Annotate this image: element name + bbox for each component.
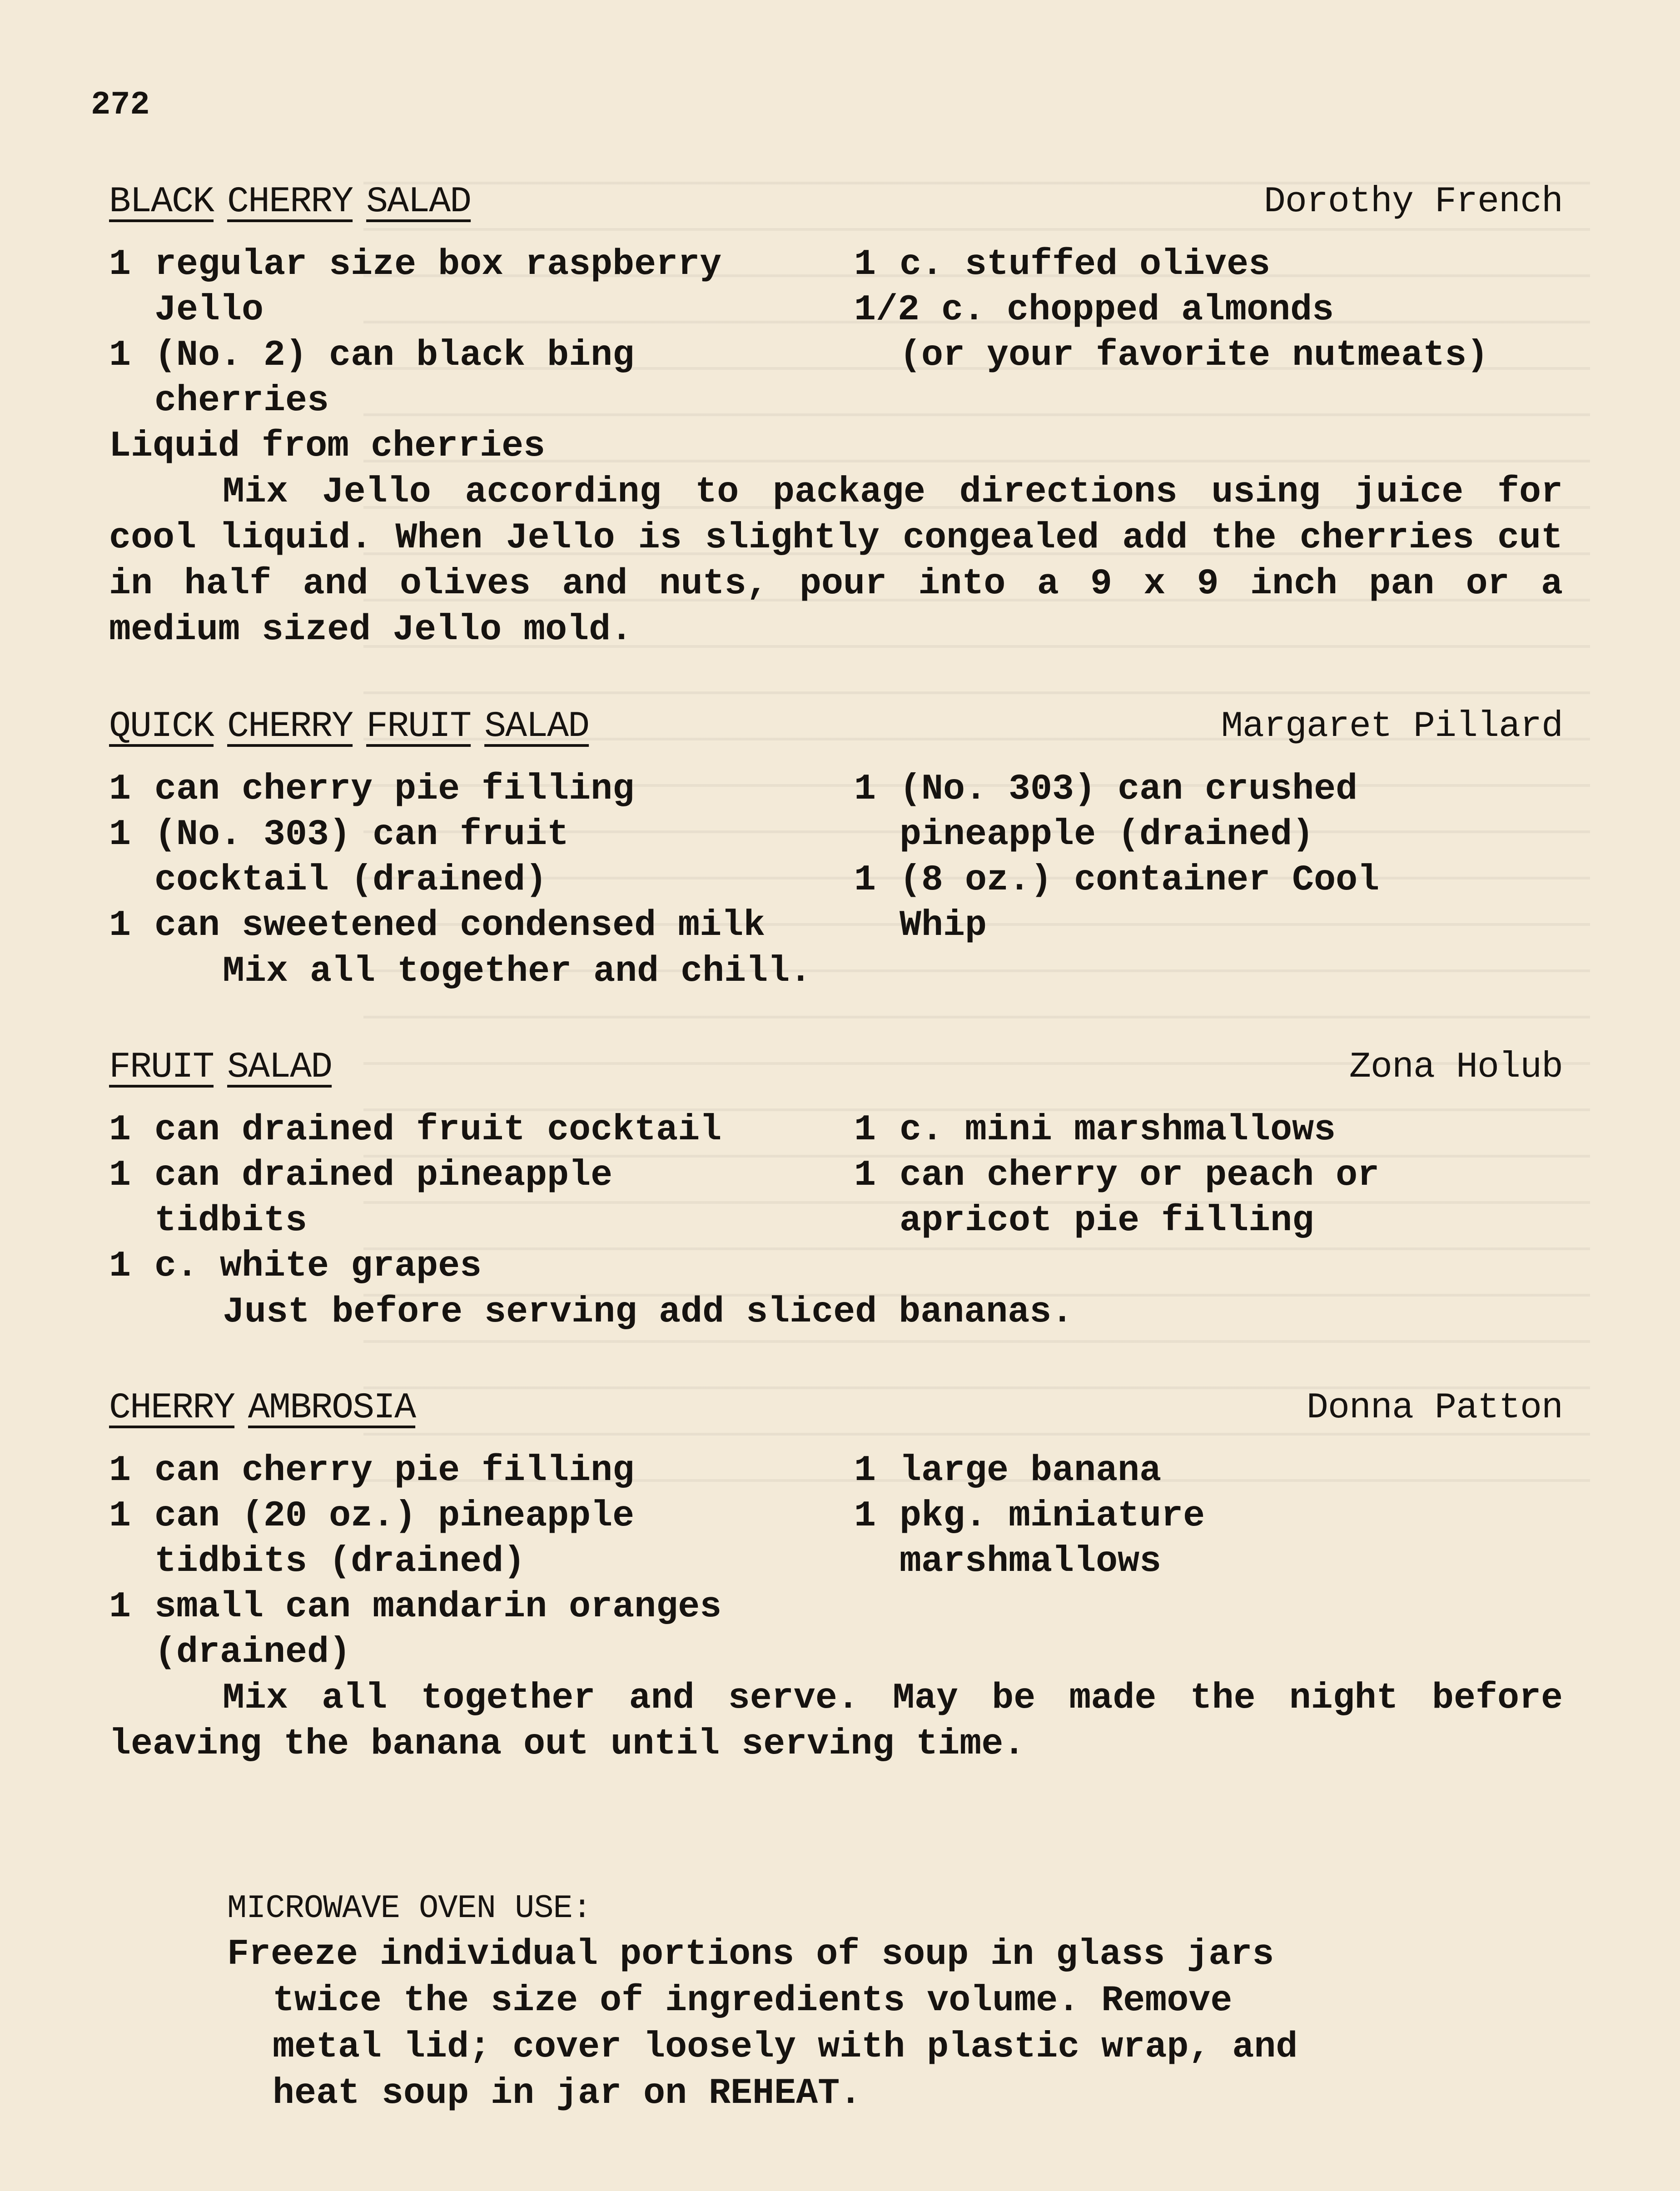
ingredient-column-left (109, 1448, 836, 1675)
title-word: BLACK (109, 181, 214, 223)
ingredient-line: 1 can sweetened condensed milk (109, 905, 765, 946)
ingredient-line: 1 c. mini marshmallows (854, 1109, 1336, 1151)
recipe-fruit-salad (109, 1045, 1563, 1333)
recipe-header (109, 1045, 1563, 1090)
recipe-black-cherry-salad (109, 179, 1563, 651)
ingredient-list (109, 1448, 1563, 1675)
recipe-author: Donna Patton (1306, 1387, 1563, 1429)
recipe-directions: Mix Jello according to package directions using juice for cool liquid. When Jello is slightly congealed add the cherries cut in half and olives and nuts, pour into a 9 x 9 inch pan or a medium sized Jello mold. (109, 472, 1563, 651)
ingredient-line: (or your favorite nutmeats) (900, 335, 1489, 376)
ingredient-line: (drained) (154, 1632, 351, 1673)
ingredient-line: 1 can cherry pie filling (109, 769, 635, 810)
ingredient-line: 1 c. white grapes (109, 1246, 482, 1287)
ingredient-line: cherries (154, 380, 329, 422)
ingredient-line: 1/2 c. chopped almonds (854, 289, 1334, 331)
recipe-header (109, 179, 1563, 225)
ingredient-line: Whip (900, 905, 987, 946)
ingredient-line: apricot pie filling (900, 1200, 1314, 1242)
recipe-header (109, 704, 1563, 750)
tip-line: Freeze individual portions of soup in glass jars (227, 1934, 1274, 1975)
recipe-directions: Mix all together and chill. (223, 951, 812, 992)
title-word: CHERRY (109, 1387, 235, 1429)
ingredient-line: cocktail (drained) (154, 860, 547, 901)
ingredient-line: 1 (8 oz.) container Cool (854, 860, 1380, 901)
ingredient-line: 1 pkg. miniature (854, 1495, 1205, 1537)
recipe-quick-cherry-fruit-salad (109, 704, 1563, 992)
recipe-directions: Just before serving add sliced bananas. (223, 1292, 1074, 1333)
recipe-title (109, 1386, 429, 1431)
ingredient-column-left (109, 242, 836, 469)
ingredient-list (109, 242, 1563, 469)
ingredient-line: 1 large banana (854, 1450, 1162, 1491)
ingredient-line: 1 can (20 oz.) pineapple (109, 1495, 635, 1537)
title-word: AMBROSIA (248, 1387, 416, 1429)
recipe-title (109, 179, 484, 225)
recipe-title (109, 1045, 345, 1090)
tip-heading: MICROWAVE OVEN USE: (227, 1890, 591, 1927)
ingredient-line: 1 (No. 303) can fruit (109, 814, 569, 855)
ingredient-line: Liquid from cherries (109, 426, 546, 467)
recipe-author: Zona Holub (1349, 1047, 1563, 1088)
title-word: CHERRY (227, 181, 353, 223)
ingredient-list (109, 1108, 1563, 1289)
recipe-title (109, 704, 602, 750)
ingredient-line: 1 can drained fruit cocktail (109, 1109, 722, 1151)
page-number: 272 (91, 86, 150, 124)
title-word: SALAD (366, 181, 471, 223)
ingredient-line: marshmallows (900, 1541, 1162, 1582)
title-word: SALAD (227, 1047, 332, 1088)
ingredient-column-right (854, 1448, 1563, 1585)
ingredient-line: tidbits (154, 1200, 308, 1242)
ingredient-line: 1 c. stuffed olives (854, 244, 1271, 285)
ingredient-line: 1 (No. 303) can crushed (854, 769, 1358, 810)
recipe-directions: Mix all together and serve. May be made the night before leaving the banana out until serving time. (109, 1678, 1563, 1765)
tip-line: twice the size of ingredients volume. Remove (273, 1980, 1233, 2022)
ingredient-line: 1 can drained pineapple (109, 1155, 613, 1196)
ingredient-line: pineapple (drained) (900, 814, 1314, 855)
tip-line: heat soup in jar on REHEAT. (273, 2073, 862, 2114)
ingredient-line: 1 small can mandarin oranges (109, 1586, 722, 1628)
microwave-tip (227, 1885, 1363, 2117)
title-word: CHERRY (227, 706, 353, 747)
ingredient-line: tidbits (drained) (154, 1541, 526, 1582)
ingredient-list (109, 767, 1563, 949)
ingredient-line: Jello (154, 289, 264, 331)
ingredient-column-left (109, 1108, 836, 1289)
recipe-header (109, 1386, 1563, 1431)
title-word: QUICK (109, 706, 214, 747)
ingredient-column-left (109, 767, 836, 949)
recipe-author: Dorothy French (1263, 181, 1563, 223)
title-word: SALAD (484, 706, 589, 747)
ingredient-column-right (854, 1108, 1563, 1244)
ingredient-column-right (854, 242, 1563, 378)
recipe-author: Margaret Pillard (1221, 706, 1563, 747)
recipe-cherry-ambrosia (109, 1386, 1563, 1765)
tip-line: metal lid; cover loosely with plastic wrap, and (273, 2027, 1298, 2068)
title-word: FRUIT (109, 1047, 214, 1088)
ingredient-column-right (854, 767, 1563, 949)
ingredient-line: 1 can cherry or peach or (854, 1155, 1380, 1196)
title-word: FRUIT (366, 706, 471, 747)
ingredient-line: 1 regular size box raspberry (109, 244, 722, 285)
ingredient-line: 1 (No. 2) can black bing (109, 335, 635, 376)
ingredient-line: 1 can cherry pie filling (109, 1450, 635, 1491)
